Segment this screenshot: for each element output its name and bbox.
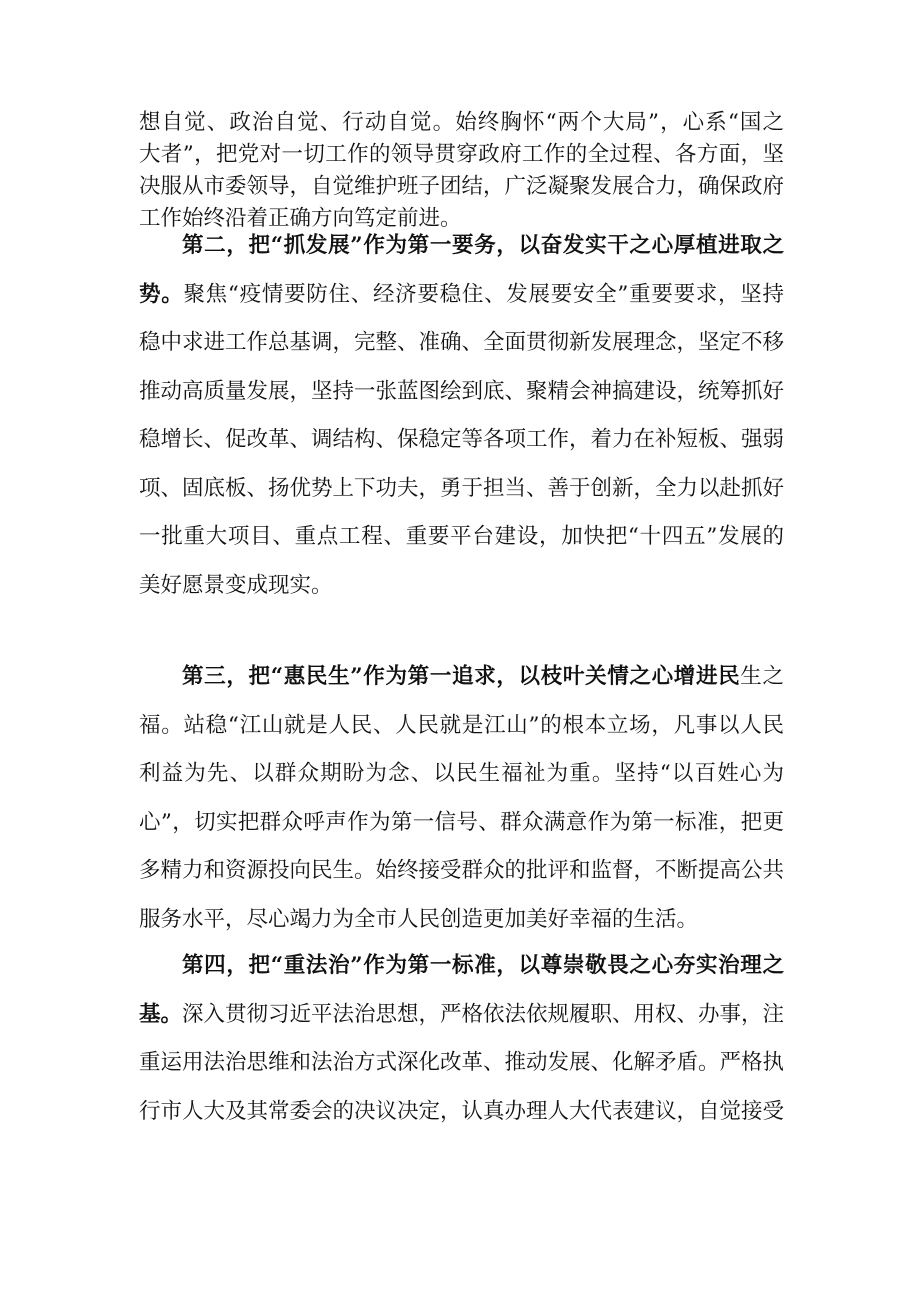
text-line bbox=[139, 416, 784, 465]
text-line bbox=[139, 942, 784, 991]
text-span: 行市人大及其常委会的决议决定，认真办理人大代表建议，自觉接受 bbox=[139, 1098, 785, 1124]
text-line bbox=[139, 896, 784, 945]
text-span: 多精力和资源投向民生。始终接受群众的批评和监督，不断提高公共 bbox=[139, 858, 785, 883]
bold-heading-span: 第四，把“重法治”作为第一标准，以尊崇敬畏之心夯实治理之 bbox=[182, 953, 784, 978]
text-span: 心”，切实把群众呼声作为第一信号、群众满意作为第一标准，把更 bbox=[139, 809, 784, 835]
text-span: 服务水平，尽心竭力为全市人民创造更加美好幸福的生活。 bbox=[139, 906, 699, 932]
text-span: 美好愿景变成现实。 bbox=[139, 572, 333, 598]
bold-heading-span: 基。 bbox=[139, 1001, 183, 1027]
text-line bbox=[139, 368, 784, 417]
text-span: 推动高质量发展，坚持一张蓝图绘到底、聚精会神搞建设，统筹抓好 bbox=[139, 378, 785, 404]
text-span: 稳增长、促改革、调结构、保稳定等各项工作，着力在补短板、强弱 bbox=[139, 427, 785, 452]
bold-heading-span: 第二，把“抓发展”作为第一要务，以奋发实干之心厚植进取之 bbox=[182, 233, 784, 258]
text-line bbox=[139, 799, 784, 848]
text-line bbox=[139, 465, 784, 514]
text-line bbox=[139, 271, 784, 320]
text-span: 大者”，把党对一切工作的领导贯穿政府工作的全过程、各方面，坚 bbox=[139, 142, 784, 167]
paragraph-1 bbox=[139, 107, 784, 235]
text-span: 项、固底板、扬优势上下功夫，勇于担当、善于创新，全力以赴抓好 bbox=[139, 475, 785, 501]
text-span: 利益为先、以群众期盼为念、以民生福祉为重。坚持“以百姓心为 bbox=[139, 761, 784, 786]
text-line bbox=[139, 847, 784, 896]
text-span: 决服从市委领导，自觉维护班子团结，广泛凝聚发展合力，确保政府 bbox=[139, 174, 785, 199]
text-span: 聚焦“疫情要防住、经济要稳住、发展要安全”重要要求，坚持 bbox=[183, 281, 784, 307]
text-line bbox=[139, 513, 784, 562]
text-span: 福。站稳“江山就是人民、人民就是江山”的根本立场，凡事以人民 bbox=[139, 712, 784, 738]
text-line bbox=[139, 222, 784, 271]
text-line bbox=[139, 107, 784, 139]
text-line bbox=[139, 1088, 784, 1137]
text-line bbox=[139, 991, 784, 1040]
text-span: 稳中求进工作总基调，完整、准确、全面贯彻新发展理念，坚定不移 bbox=[139, 330, 785, 355]
text-span: 深入贯彻习近平法治思想，严格依法依规履职、用权、办事，注 bbox=[182, 1001, 785, 1027]
text-span: 工作始终沿着正确方向笃定前进。 bbox=[139, 206, 462, 231]
bold-heading-span: 第三，把“惠民生”作为第一追求，以枝叶关情之心增进民 bbox=[182, 664, 741, 689]
text-line bbox=[139, 653, 784, 702]
text-line bbox=[139, 750, 784, 799]
text-line bbox=[139, 702, 784, 751]
text-span: 想自觉、政治自觉、行动自觉。始终胸怀“两个大局”，心系“国之 bbox=[139, 110, 784, 135]
text-span: 重运用法治思维和法治方式深化改革、推动发展、化解矛盾。严格执 bbox=[139, 1050, 785, 1075]
paragraph-4 bbox=[139, 942, 784, 1136]
text-line bbox=[139, 562, 784, 611]
text-line bbox=[139, 171, 784, 203]
text-line bbox=[139, 139, 784, 171]
bold-heading-span: 势。 bbox=[139, 281, 184, 307]
text-span: 生之 bbox=[740, 664, 784, 689]
text-span: 一批重大项目、重点工程、重要平台建设，加快把“十四五”发展的 bbox=[139, 524, 784, 549]
paragraph-3 bbox=[139, 653, 784, 944]
paragraph-2 bbox=[139, 222, 784, 610]
text-line bbox=[139, 319, 784, 368]
text-line bbox=[139, 1039, 784, 1088]
